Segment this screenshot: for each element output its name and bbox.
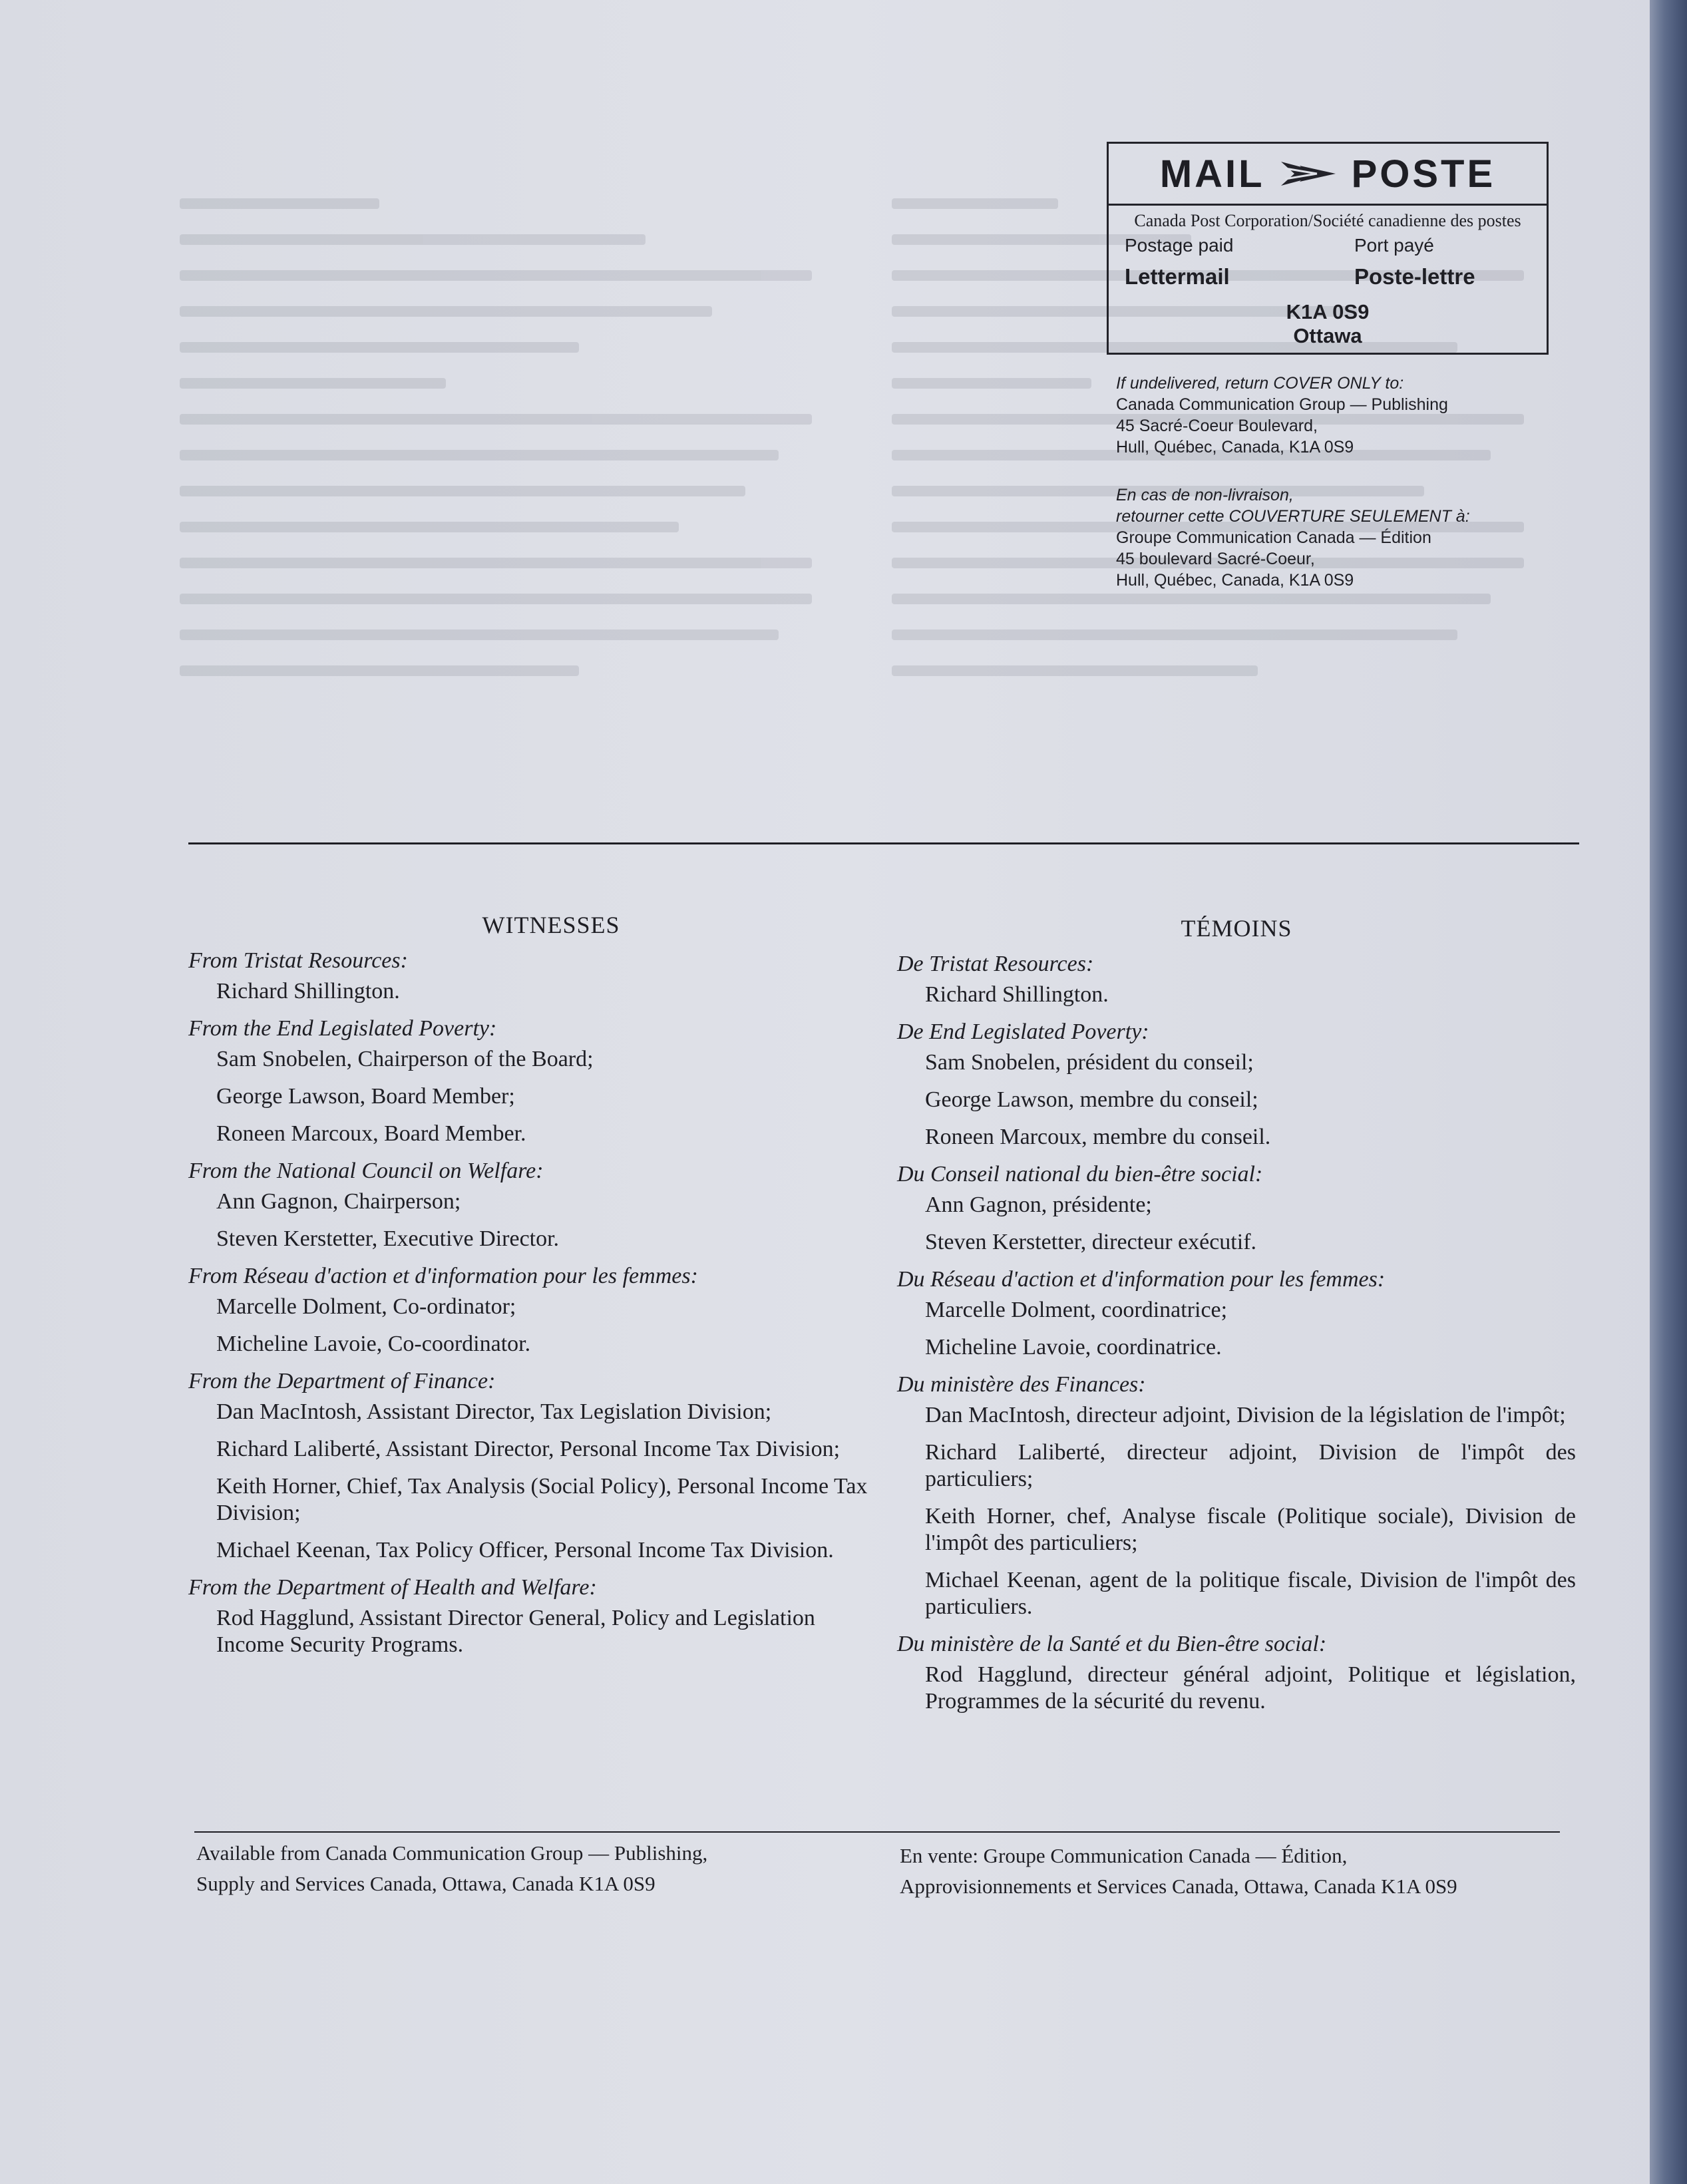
return-line: 45 boulevard Sacré-Coeur,: [1116, 550, 1315, 568]
organization-name: From the National Council on Welfare:: [188, 1159, 544, 1183]
return-line: Canada Communication Group — Publishing: [1116, 395, 1448, 414]
organization-name: De Tristat Resources:: [897, 952, 1094, 976]
organization-name: Du Conseil national du bien-être social:: [897, 1162, 1263, 1186]
postage-paid-fr: Port payé: [1354, 235, 1434, 256]
witness-group: [897, 1371, 1576, 1620]
witness-name: Marcelle Dolment, Co-ordinator;: [216, 1294, 516, 1319]
witness-group: [897, 1631, 1576, 1715]
witness-group: [897, 1266, 1576, 1361]
return-line: Hull, Québec, Canada, K1A 0S9: [1116, 571, 1354, 590]
witness-group: [188, 948, 874, 1005]
return-line: Groupe Communication Canada — Édition: [1116, 528, 1431, 547]
return-instruction-en: If undelivered, return COVER ONLY to:: [1116, 374, 1404, 393]
witness-group: [897, 1019, 1576, 1151]
witness-name: Michael Keenan, Tax Policy Officer, Personal Income Tax Division.: [216, 1538, 834, 1562]
witness-name: Ann Gagnon, Chairperson;: [216, 1189, 461, 1214]
witness-group: [188, 1368, 874, 1564]
witness-name: Rod Hagglund, Assistant Director General, Policy and Legislation Income Security Programs.: [216, 1606, 815, 1657]
lettermail-fr: Poste-lettre: [1354, 264, 1475, 289]
organization-name: From the End Legislated Poverty:: [188, 1016, 497, 1041]
witness-name: Sam Snobelen, Chairperson of the Board;: [216, 1047, 594, 1071]
return-line: 45 Sacré-Coeur Boulevard,: [1116, 417, 1318, 435]
witness-name: Micheline Lavoie, coordinatrice.: [925, 1335, 1222, 1360]
section-divider: [188, 842, 1579, 844]
witness-group: [188, 1015, 874, 1147]
organization-name: From Tristat Resources:: [188, 948, 408, 973]
witness-name: Richard Laliberté, Assistant Director, Personal Income Tax Division;: [216, 1437, 841, 1461]
witness-name: Marcelle Dolment, coordinatrice;: [925, 1298, 1228, 1322]
organization-name: From Réseau d'action et d'information pour les femmes:: [188, 1264, 698, 1288]
witness-name: Roneen Marcoux, Board Member.: [216, 1121, 526, 1146]
postage-paid-en: Postage paid: [1125, 235, 1234, 256]
temoins-heading: TÉMOINS: [1181, 915, 1292, 942]
footer-availability-en: [196, 1838, 707, 1899]
witness-name: George Lawson, Board Member;: [216, 1084, 515, 1109]
organization-name: Du ministère de la Santé et du Bien-être social:: [897, 1632, 1327, 1656]
lettermail-row: [1109, 264, 1547, 289]
witnesses-column: [188, 912, 874, 1669]
witness-name: Rod Hagglund, directeur général adjoint, Politique et législation, Programmes de la sécurité du revenu.: [925, 1662, 1576, 1714]
postal-code: K1A 0S9: [1286, 300, 1370, 323]
return-address-fr: [1116, 484, 1582, 591]
witness-name: Richard Laliberté, directeur adjoint, Division de l'impôt des particuliers;: [925, 1440, 1576, 1491]
return-instruction-fr: En cas de non-livraison,: [1116, 486, 1294, 504]
lettermail-en: Lettermail: [1125, 264, 1230, 289]
witness-name: George Lawson, membre du conseil;: [925, 1087, 1258, 1112]
witness-name: Ann Gagnon, présidente;: [925, 1192, 1152, 1217]
witness-name: Steven Kerstetter, directeur exécutif.: [925, 1230, 1257, 1254]
footer-line: Supply and Services Canada, Ottawa, Canada K1A 0S9: [196, 1872, 656, 1895]
return-instruction-fr: retourner cette COUVERTURE SEULEMENT à:: [1116, 507, 1470, 526]
return-line: Hull, Québec, Canada, K1A 0S9: [1116, 438, 1354, 456]
witness-group: [188, 1158, 874, 1252]
poste-label: POSTE: [1351, 152, 1496, 196]
postage-indicia: [1107, 142, 1549, 355]
witness-group: [897, 951, 1576, 1008]
return-address-en: [1116, 373, 1582, 458]
indicia-address: [1109, 300, 1547, 348]
footer-divider: [194, 1831, 1560, 1833]
footer-availability-fr: [900, 1841, 1457, 1902]
footer-line: Approvisionnements et Services Canada, Ottawa, Canada K1A 0S9: [900, 1875, 1457, 1898]
corporation-name: Canada Post Corporation/Société canadienne des postes: [1134, 211, 1521, 230]
footer-line: En vente: Groupe Communication Canada — Édition,: [900, 1844, 1348, 1867]
witness-group: [188, 1574, 874, 1658]
canada-post-logo-icon: [1280, 159, 1337, 188]
witnesses-heading: WITNESSES: [482, 912, 620, 938]
witness-name: Keith Horner, chef, Analyse fiscale (Politique sociale), Division de l'impôt des particuliers;: [925, 1504, 1576, 1555]
witness-name: Dan MacIntosh, Assistant Director, Tax Legislation Division;: [216, 1399, 772, 1424]
postage-paid-row: [1109, 235, 1547, 256]
binding-edge: [1650, 0, 1687, 2184]
witness-name: Michael Keenan, agent de la politique fiscale, Division de l'impôt des particuliers.: [925, 1568, 1576, 1619]
organization-name: From the Department of Finance:: [188, 1369, 496, 1393]
witness-name: Keith Horner, Chief, Tax Analysis (Social Policy), Personal Income Tax Division;: [216, 1474, 868, 1525]
witness-group: [188, 1263, 874, 1358]
mail-label: MAIL: [1159, 152, 1265, 196]
witness-name: Richard Shillington.: [216, 979, 400, 1003]
temoins-column: [897, 915, 1576, 1726]
city: Ottawa: [1293, 324, 1362, 347]
witness-name: Dan MacIntosh, directeur adjoint, Division de la législation de l'impôt;: [925, 1403, 1566, 1427]
organization-name: From the Department of Health and Welfare:: [188, 1575, 597, 1600]
witness-name: Roneen Marcoux, membre du conseil.: [925, 1125, 1271, 1149]
witness-name: Sam Snobelen, président du conseil;: [925, 1050, 1254, 1075]
witness-name: Steven Kerstetter, Executive Director.: [216, 1226, 560, 1251]
organization-name: De End Legislated Poverty:: [897, 1019, 1149, 1044]
witness-group: [897, 1161, 1576, 1256]
footer-line: Available from Canada Communication Group — Publishing,: [196, 1841, 708, 1865]
organization-name: Du Réseau d'action et d'information pour les femmes:: [897, 1267, 1386, 1292]
witness-name: Richard Shillington.: [925, 982, 1109, 1007]
indicia-header: [1109, 144, 1547, 206]
witness-name: Micheline Lavoie, Co-coordinator.: [216, 1332, 531, 1356]
organization-name: Du ministère des Finances:: [897, 1372, 1146, 1397]
